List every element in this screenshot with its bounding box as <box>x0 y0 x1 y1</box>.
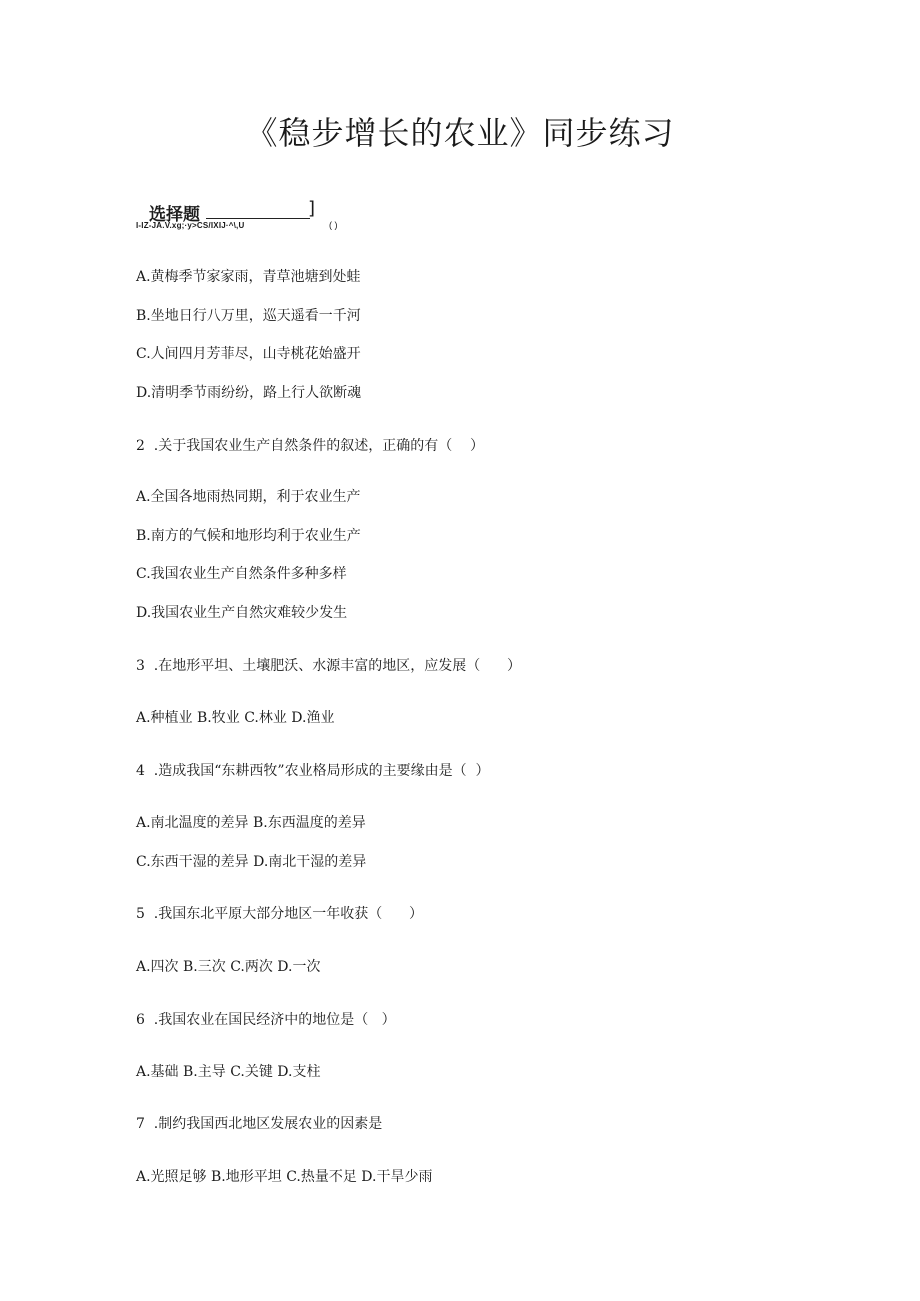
q4-options-row-2: C.东西干湿的差异 D.南北干湿的差异 <box>136 854 367 870</box>
q3-stem: 3 .在地形平坦、土壤肥沃、水源丰富的地区，应发展（ ） <box>136 658 521 674</box>
q4-stem: 4 .造成我国“东耕西牧”农业格局形成的主要缘由是（ ） <box>136 763 490 779</box>
garbled-question-1-stem: I-IZ-JA.V.xg;·y>CS/IXIJ·^\,U <box>136 221 245 230</box>
section-underline <box>206 218 310 219</box>
q2-option-d: D.我国农业生产自然灾难较少发生 <box>136 605 348 621</box>
document-title: 《稳步增长的农业》同步练习 <box>245 114 675 152</box>
q7-options: A.光照足够 B.地形平坦 C.热量不足 D.干旱少雨 <box>136 1169 433 1185</box>
q5-options: A.四次 B.三次 C.两次 D.一次 <box>136 959 321 975</box>
q1-option-a: A.黄梅季节家家雨，青草池塘到处蛙 <box>136 269 361 285</box>
q6-options: A.基础 B.主导 C.关键 D.支柱 <box>136 1064 321 1080</box>
q2-option-b: B.南方的气候和地形均利于农业生产 <box>136 528 361 544</box>
q2-option-c: C.我国农业生产自然条件多种多样 <box>136 566 347 582</box>
q2-stem: 2 .关于我国农业生产自然条件的叙述，正确的有（ ） <box>136 438 485 454</box>
q7-stem: 7 .制约我国西北地区发展农业的因素是 <box>136 1116 383 1132</box>
q3-options: A.种植业 B.牧业 C.林业 D.渔业 <box>136 710 335 726</box>
q4-options-row-1: A.南北温度的差异 B.东西温度的差异 <box>136 815 366 831</box>
q6-stem: 6 .我国农业在国民经济中的地位是（ ） <box>136 1012 396 1028</box>
question-1-answer-paren: ( ) <box>329 220 338 230</box>
section-bracket: ] <box>308 198 316 219</box>
section-heading: 选择题 <box>149 205 200 225</box>
q1-option-b: B.坐地日行八万里，巡天遥看一千河 <box>136 308 361 324</box>
q2-option-a: A.全国各地雨热同期，利于农业生产 <box>136 489 361 505</box>
q1-option-c: C.人间四月芳菲尽，山寺桃花始盛开 <box>136 346 361 362</box>
q1-option-d: D.清明季节雨纷纷，路上行人欲断魂 <box>136 385 362 401</box>
q5-stem: 5 .我国东北平原大部分地区一年收获（ ） <box>136 906 423 922</box>
